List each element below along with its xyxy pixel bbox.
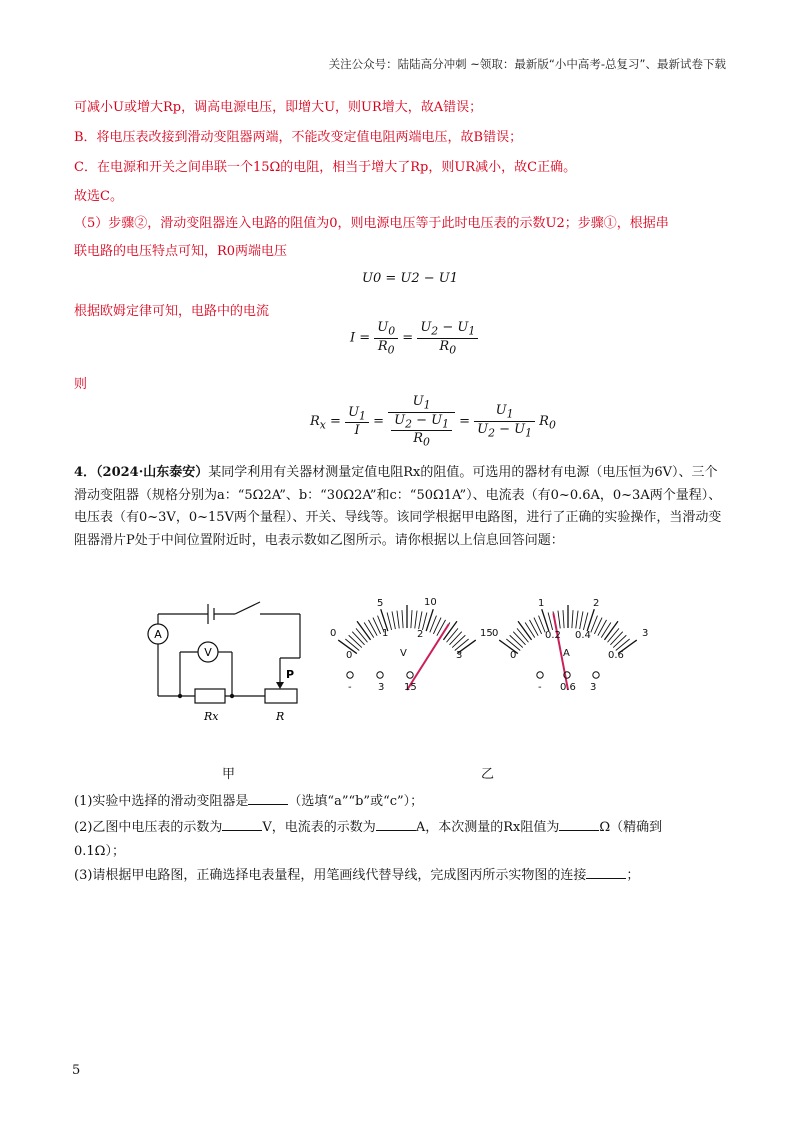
- dial-tick: [525, 622, 535, 637]
- answer-blank-1[interactable]: [248, 792, 288, 805]
- dial-tick: [357, 621, 371, 640]
- volt-terminal-15: 15: [404, 682, 417, 693]
- dial-tick: [510, 635, 523, 647]
- dial-tick: [349, 635, 362, 647]
- r-label: R: [276, 710, 285, 723]
- slider-label: P: [286, 668, 295, 681]
- question-4-part-2: [74, 816, 662, 835]
- equation-rx: $R_x$ = $\frac{U_1}{I}$ = $\frac{U_1}{\frac{U_2 - U_1}{R_0}}$ = $\frac{U_1}{U_2 - U_1}$ $R_0$: [310, 394, 556, 449]
- part-1-options: （选填“a”“b”或“c”）；: [288, 794, 424, 809]
- question-4-part-3: [74, 864, 639, 883]
- dial-tick: [558, 611, 560, 629]
- dial-tick: [542, 609, 549, 631]
- volt-inner-label-1: 1: [382, 628, 389, 639]
- dial-tick: [452, 635, 465, 647]
- dial-tick: [572, 610, 573, 628]
- voltmeter-dial: [338, 605, 476, 690]
- dial-tick: [415, 611, 417, 629]
- answer-blank-voltage[interactable]: [222, 818, 262, 831]
- volt-inner-label-3: 3: [456, 650, 463, 661]
- dial-tick: [513, 632, 525, 645]
- part-2-precision: 0.1Ω）；: [74, 844, 125, 859]
- amp-terminal-3: 3: [590, 682, 597, 693]
- dial-tick: [437, 620, 446, 636]
- page-number: 5: [72, 1063, 81, 1078]
- voltmeter-label: V: [204, 646, 212, 659]
- volt-top-label-5: 5: [377, 598, 384, 609]
- dial-tick: [576, 611, 578, 629]
- dial-tick: [583, 613, 587, 630]
- volt-inner-label-2: 2: [417, 629, 424, 640]
- dial-tick: [610, 632, 622, 645]
- dial-tick: [517, 628, 528, 642]
- volt-terminal-minus-post: [347, 672, 353, 678]
- volt-terminal-15-post: [407, 672, 413, 678]
- dial-tick: [411, 610, 412, 628]
- page-header: 关注公众号：陆陆高分冲刺 ~领取：最新版“小中高考-总复习”、最新试卷下载: [328, 57, 726, 71]
- amp-inner-label-0.4: 0.4: [575, 630, 591, 641]
- part-2-text-a: (2)乙图中电压表的示数为: [74, 820, 223, 835]
- answer-blank-3[interactable]: [586, 866, 626, 879]
- dial-tick: [364, 622, 374, 637]
- circuit-diagram: [140, 596, 310, 756]
- dial-tick: [455, 639, 469, 650]
- part-2-text-c: A，本次测量的Rx阻值为: [415, 820, 560, 835]
- part-2-text-b: V，电流表的示数为: [262, 820, 376, 835]
- solution-line-1: 可减小U或增大Rp，调高电源电压，即增大U，则UR增大，故A错误；: [74, 100, 483, 115]
- dial-tick: [506, 639, 520, 650]
- dial-tick: [608, 628, 619, 642]
- question-4-heading: 4．（2024·山东泰安）: [74, 465, 209, 480]
- amp-terminal-minus-post: [537, 672, 543, 678]
- solution-line-3: C．在电源和开关之间串联一个15Ω的电阻，相当于增大了Rp，则UR减小，故C正确。: [74, 160, 577, 175]
- solution-line-5: （5）步骤②，滑动变阻器连入电路的阻值为0，则电源电压等于此时电压表的示数U2；步骤①，根据串: [74, 216, 669, 231]
- amp-terminal-3-post: [593, 672, 599, 678]
- ammeter-label: A: [154, 628, 162, 641]
- dial-tick: [449, 632, 461, 645]
- dial-tick: [529, 620, 538, 636]
- dial-tick: [368, 620, 377, 636]
- solution-line-2: B．将电压表改接到滑动变阻器两端，不能改变定值电阻两端电压，故B错误；: [74, 130, 523, 145]
- meter-dials: [320, 590, 660, 700]
- dial-tick: [397, 611, 399, 629]
- dial-tick: [616, 639, 630, 650]
- amp-top-label-0: 0: [492, 628, 499, 639]
- equation-current: I = $\frac{U_0}{R_0}$ = $\frac{U_2 - U_1}{R_0}$: [350, 320, 478, 356]
- dial-tick: [356, 628, 367, 642]
- dial-tick: [601, 622, 611, 637]
- dial-tick: [563, 610, 564, 628]
- question-4-stem: [74, 462, 724, 552]
- dial-tick: [613, 635, 626, 647]
- dial-tick: [392, 611, 395, 629]
- solution-line-4: 故选C。: [74, 189, 123, 204]
- dial-tick: [402, 610, 403, 628]
- amp-top-label-2: 2: [593, 598, 600, 609]
- volt-unit-label: V: [400, 648, 407, 659]
- part-3-end: ；: [626, 868, 640, 883]
- amp-inner-label-0.2: 0.2: [545, 630, 561, 641]
- rx-label: Rx: [204, 710, 219, 723]
- answer-blank-resistance[interactable]: [559, 818, 599, 831]
- part-3-text: (3)请根据甲电路图，正确选择电表量程，用笔画线代替导线，完成图丙所示实物图的连接: [74, 868, 587, 883]
- amp-inner-label-0.6: 0.6: [608, 650, 624, 661]
- figure-yi-caption: 乙: [481, 767, 495, 782]
- dial-tick: [447, 628, 458, 642]
- question-4-text: 某同学利用有关器材测量定值电阻Rx的阻值。可选用的器材有电源（电压恒为6V）、三个滑动变阻器（规格分别为a：“5Ω2A”、b：“30Ω2A”和c：“50Ω1A”）、电流表（有0~0.6A，0~3A两个量程）、电压表（有0~3V，0~15V两个量程）、开关、导线等。该同学根据甲电路图，进行了正确的实验操作，当滑动变阻器滑片P处于中间位置附近时，电表示数如乙图所示。请你根据以上信息回答问题：: [74, 465, 722, 548]
- dial-tick: [352, 632, 364, 645]
- amp-inner-label-0: 0: [510, 650, 517, 661]
- volt-inner-label-0: 0: [346, 650, 353, 661]
- volt-terminal-minus: -: [348, 682, 352, 693]
- dial-tick: [548, 613, 552, 630]
- solution-line-8: 则: [74, 377, 88, 392]
- volt-top-label-10: 10: [424, 597, 437, 608]
- answer-blank-current[interactable]: [376, 818, 416, 831]
- dial-tick: [518, 621, 532, 640]
- equation-u0: U0 = U2 − U1: [362, 271, 458, 286]
- dial-tick: [580, 611, 583, 629]
- dial-tick: [426, 609, 433, 631]
- dial-tick: [345, 639, 359, 650]
- dial-tick: [422, 613, 426, 630]
- dial-tick: [587, 609, 594, 631]
- amp-terminal-0.6: 0.6: [560, 682, 576, 693]
- volt-top-label-15: 15: [480, 628, 493, 639]
- solution-line-7: 根据欧姆定律可知，电路中的电流: [74, 304, 270, 319]
- volt-terminal-3: 3: [378, 682, 385, 693]
- volt-top-label-0: 0: [330, 628, 337, 639]
- amp-unit-label: A: [563, 648, 570, 659]
- volt-terminal-3-post: [377, 672, 383, 678]
- dial-tick: [604, 621, 618, 640]
- part-1-text: (1)实验中选择的滑动变阻器是: [74, 794, 249, 809]
- amp-top-label-1: 1: [538, 598, 545, 609]
- amp-top-label-3: 3: [642, 628, 649, 639]
- dial-tick: [419, 611, 422, 629]
- amp-terminal-minus: -: [538, 682, 542, 693]
- part-2-text-d: Ω（精确到: [599, 820, 663, 835]
- solution-line-6: 联电路的电压特点可知，R0两端电压: [74, 244, 288, 259]
- dial-tick: [598, 620, 607, 636]
- figure-jia-caption: 甲: [222, 767, 236, 782]
- question-4-part-1: [74, 790, 423, 809]
- dial-needle: [407, 624, 449, 690]
